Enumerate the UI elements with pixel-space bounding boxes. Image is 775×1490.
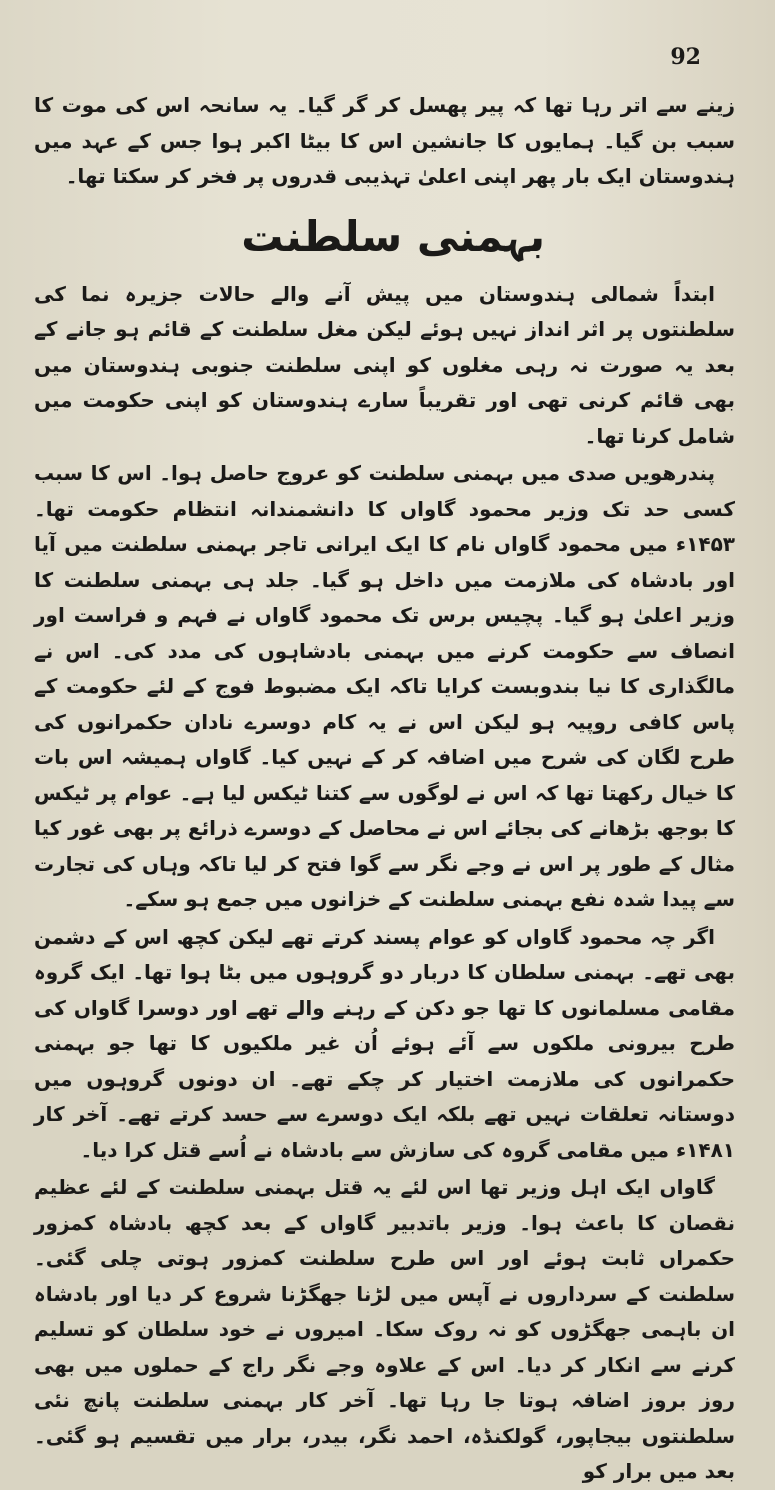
section-heading: بہمنی سلطنت: [241, 211, 545, 261]
intro-paragraph: زینے سے اتر رہا تھا کہ پیر پھسل کر گر گیا۔ یہ سانحہ اس کی موت کا سبب بن گیا۔ ہمایوں کا جانشین اس کا بیٹا اکبر ہوا جس کے عہد میں ہندوستان ایک بار پھر اپنی اعلیٰ تہذیبی قدروں پر فخر کر سکتا تھا۔: [34, 93, 735, 188]
page-number: 92: [670, 44, 701, 70]
paragraph-3: اگر چہ محمود گاواں کو عوام پسند کرتے تھے لیکن کچھ اس کے دشمن بھی تھے۔ بہمنی سلطان کا دربار دو گروہوں میں بٹا ہوا تھا۔ ایک گروہ مقامی مسلمانوں کا تھا جو دکن کے رہنے والے تھے اور دوسرا گاواں کی طرح بیرونی ملکوں سے آئے ہوئے اُن غیر ملکیوں کا تھا جو بہمنی حکمرانوں کی ملازمت اختیار کر چکے تھے۔ ان دونوں گروہوں میں دوستانہ تعلقات نہیں تھے بلکہ ایک دوسرے سے حسد کرتے تھے۔ آخر کار ۱۴۸۱ء میں مقامی گروہ کی سازش سے بادشاہ نے اُسے قتل کرا دیا۔: [34, 924, 735, 1162]
paragraph-4: گاواں ایک اہل وزیر تھا اس لئے یہ قتل بہمنی سلطنت کے لئے عظیم نقصان کا باعث ہوا۔ وزیر باتدبیر گاواں کے بعد کچھ بادشاہ کمزور حکمراں ثابت ہوئے اور اس طرح سلطنت کمزور ہوتی چلی گئی۔ سلطنت کے سرداروں نے آپس میں لڑنا جھگڑنا شروع کر دیا اور بادشاہ ان باہمی جھگڑوں کو نہ روک سکا۔ امیروں نے خود سلطان کو تسلیم کرنے سے انکار کر دیا۔ اس کے علاوہ وجے نگر راج کے حملوں میں بھی روز بروز اضافہ ہوتا جا رہا تھا۔ آخر کار بہمنی سلطنت پانچ نئی سلطنتوں بیجاپور، گولکنڈہ، احمد نگر، بیدر، برار میں تقسیم ہو گئی۔ بعد میں برار کو: [34, 1175, 735, 1483]
paragraph-1: ابتداً شمالی ہندوستان میں پیش آنے والے حالات جزیرہ نما کی سلطنتوں پر اثر انداز نہیں ہوئے لیکن مغل سلطنت کے قائم ہو جانے کے بعد یہ صورت نہ رہی مغلوں کو اپنی سلطنت جنوبی ہندوستان میں بھی قائم کرنی تھی اور تقریباً سارے ہندوستان کو اپنی حکومت میں شامل کرنا تھا۔: [34, 281, 735, 448]
paragraph-2: پندرھویں صدی میں بہمنی سلطنت کو عروج حاصل ہوا۔ اس کا سبب کسی حد تک وزیر محمود گاواں کا دانشمندانہ انتظام حکومت تھا۔ ۱۴۵۳ء میں محمود گاواں نام کا ایک ایرانی تاجر بہمنی سلطنت میں آیا اور بادشاہ کی ملازمت میں داخل ہو گیا۔ جلد ہی بہمنی سلطنت کا وزیر اعلیٰ ہو گیا۔ پچیس برس تک محمود گاواں نے فہم و فراست اور انصاف سے حکومت کرنے میں بہمنی بادشاہوں کی مدد کی۔ اس نے مالگذاری کا نیا بندوبست کرایا تاکہ ایک مضبوط فوج کے لئے حکومت کے پاس کافی روپیہ ہو لیکن اس نے یہ کام دوسرے نادان حکمرانوں کی طرح لگان کی شرح میں اضافہ کر کے نہیں کیا۔ گاواں ہمیشہ اس بات کا خیال رکھتا تھا کہ اس نے لوگوں سے کتنا ٹیکس لیا ہے۔ عوام پر ٹیکس کا بوجھ بڑھانے کی بجائے اس نے محاصل کے دوسرے ذرائع پر بھی غور کیا مثال کے طور پر اس نے وجے نگر سے گوا فتح کر لیا تاکہ وہاں کی تجارت سے پیدا شدہ نفع بہمنی سلطنت کے خزانوں میں جمع ہو سکے۔: [34, 461, 735, 911]
